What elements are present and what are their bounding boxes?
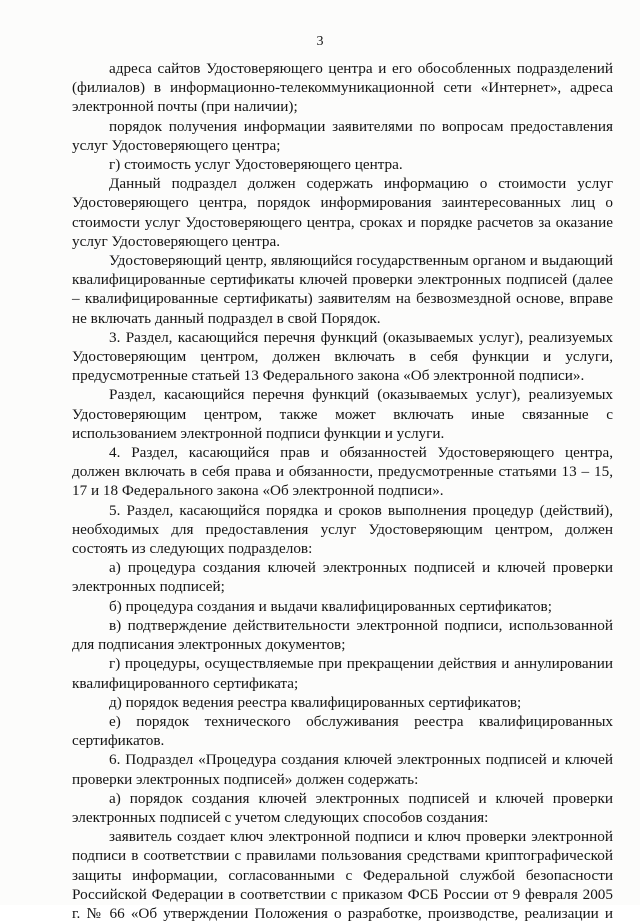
paragraph: Удостоверяющий центр, являющийся государственным органом и выдающий квалифицированные сертификаты ключей проверки электронных подписей (далее – квалифицированные сертификаты) заявителям на безвозмездной основе, вправе не включать данный подраздел в свой Порядок. [72, 252, 613, 327]
paragraph: 3. Раздел, касающийся перечня функций (оказываемых услуг), реализуемых Удостоверяющим центром, должен включать в себя функции и услуги, предусмотренные статьей 13 Федерального закона «Об электронной подписи». [72, 328, 613, 385]
paragraph: адреса сайтов Удостоверяющего центра и его обособленных подразделений (филиалов) в информационно-телекоммуникационной сети «Интернет», адреса электронной почты (при наличии); [72, 60, 613, 116]
paragraph: д) порядок ведения реестра квалифицированных сертификатов; [109, 693, 522, 711]
paragraph: порядок получения информации заявителями по вопросам предоставления услуг Удостоверяющего центра; [72, 117, 613, 154]
paragraph: Данный подраздел должен содержать информацию о стоимости услуг Удостоверяющего центра, порядок информирования заинтересованных лиц о стоимости услуг Удостоверяющего центра, сроках и порядке расчетов за оказание услуг Удостоверяющего центра. [72, 175, 613, 250]
paragraph: заявитель создает ключ электронной подписи и ключ проверки электронной подписи в соответствии с правилами пользования средствами криптографической защиты информации, согласованными с Федеральной службой безопасности Российской Федерации в соответствии с приказом ФСБ России от 9 февраля 2005 г. № 66 «Об утверждении Положения о разработке, производстве, реализации и [72, 828, 613, 922]
paragraph: а) процедура создания ключей электронных подписей и ключей проверки электронных подписей; [72, 559, 613, 596]
paragraph: 5. Раздел, касающийся порядка и сроков выполнения процедур (действий), необходимых для предоставления услуг Удостоверяющим центром, должен состоять из следующих подразделов: [72, 501, 613, 558]
paragraph: Раздел, касающийся перечня функций (оказываемых услуг), реализуемых Удостоверяющим центром, также может включать иные связанные с использованием электронной подписи функции и услуги. [72, 386, 613, 442]
paragraph: г) процедуры, осуществляемые при прекращении действия и аннулировании квалифицированного сертификата; [72, 655, 613, 692]
paragraph: а) порядок создания ключей электронных подписей и ключей проверки электронных подписей с учетом следующих способов создания: [72, 789, 613, 826]
paragraph: 6. Подраздел «Процедура создания ключей электронных подписей и ключей проверки электронных подписей» должен содержать: [72, 751, 613, 788]
page-number: 3 [316, 34, 324, 49]
paragraph: в) подтверждение действительности электронной подписи, использованной для подписания электронных документов; [72, 616, 613, 654]
document-body [72, 59, 613, 923]
paragraph: б) процедура создания и выдачи квалифицированных сертификатов; [109, 597, 552, 615]
paragraph: г) стоимость услуг Удостоверяющего центра. [109, 156, 403, 174]
paragraph: 4. Раздел, касающийся прав и обязанностей Удостоверяющего центра, должен включать в себя права и обязанности, предусмотренные статьями 13 – 15, 17 и 18 Федерального закона «Об электронной подписи». [72, 444, 613, 500]
paragraph: е) порядок технического обслуживания реестра квалифицированных сертификатов. [72, 712, 613, 750]
